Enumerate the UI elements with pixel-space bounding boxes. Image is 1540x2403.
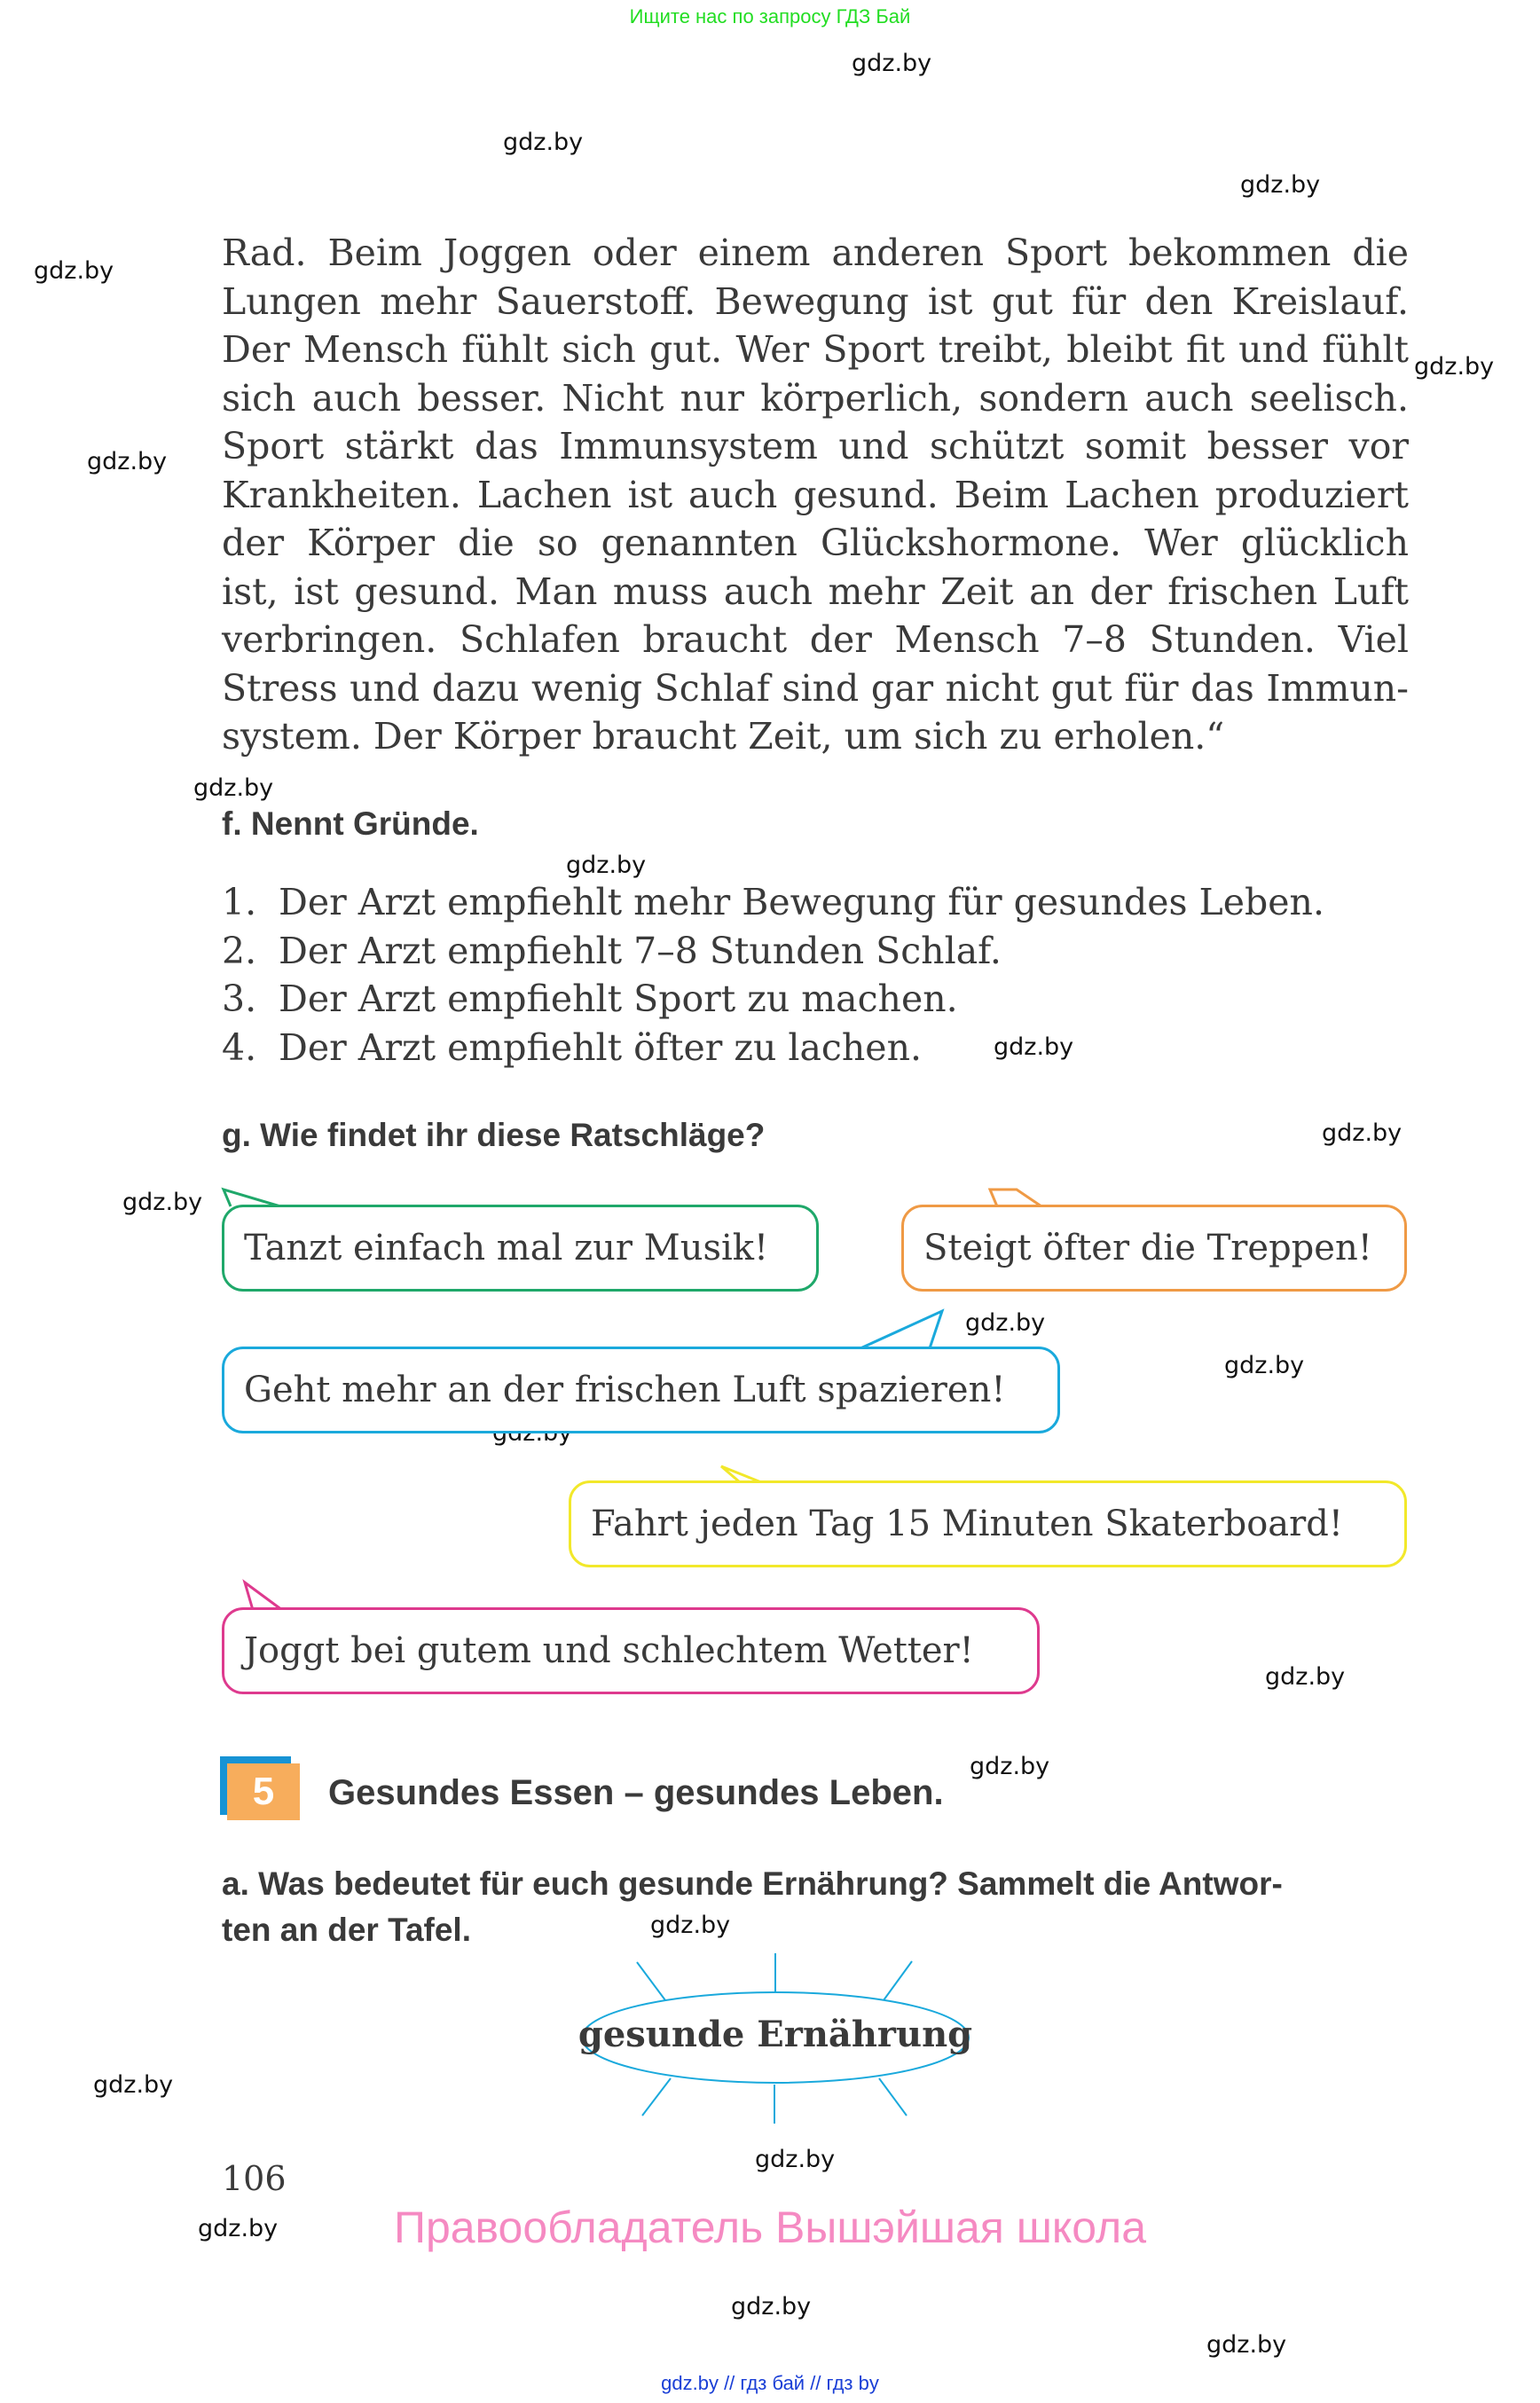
watermark: gdz.by <box>122 1189 203 1216</box>
text-line: Rad. Beim Joggen oder einem anderen Sport bekommen die <box>222 232 1409 274</box>
task-g-heading: g. Wie findet ihr diese Ratschläge? <box>222 1117 766 1153</box>
text-line: system. Der Körper braucht Zeit, um sich zu erholen.“ <box>222 715 1225 758</box>
watermark: gdz.by <box>566 852 647 879</box>
text-line: Stress und dazu wenig Schlaf sind gar nicht gut für das Immun- <box>222 666 1409 710</box>
text-line: der Körper die so genannten Glückshormone. Wer glücklich <box>222 522 1409 564</box>
section-title: Gesundes Essen – gesundes Leben. <box>328 1773 944 1812</box>
watermark: gdz.by <box>503 129 584 156</box>
page-number: 106 <box>222 2159 287 2198</box>
watermark: gdz.by <box>994 1033 1074 1061</box>
text-line: Der Mensch fühlt sich gut. Wer Sport treibt, bleibt fit und fühlt <box>222 328 1409 371</box>
advice-bubble-skateboard <box>569 1480 1407 1567</box>
item-text: Der Arzt empfiehlt Sport zu machen. <box>279 978 958 1020</box>
watermark: gdz.by <box>1322 1119 1402 1147</box>
advice-bubble-stairs <box>901 1205 1407 1292</box>
item-number: 3. <box>222 978 257 1020</box>
text-line: Lungen mehr Sauerstoff. Bewegung ist gut für den Kreislauf. <box>222 279 1409 323</box>
advice-bubble-dance <box>222 1205 819 1292</box>
item-text: Der Arzt empfiehlt 7–8 Stunden Schlaf. <box>279 929 1002 972</box>
text-line: sich auch besser. Nicht nur körperlich, sondern auch seelisch. <box>222 376 1409 420</box>
watermark: gdz.by <box>1240 171 1321 199</box>
bubble-text: Steigt öfter die Treppen! <box>923 1228 1372 1268</box>
advice-bubble-walk <box>222 1347 1060 1433</box>
text-line: verbringen. Schlafen braucht der Mensch 7–8 Stunden. Viel <box>222 618 1409 661</box>
watermark: gdz.by <box>852 50 932 77</box>
item-text: Der Arzt empfiehlt mehr Bewegung für gesundes Leben. <box>279 881 1324 923</box>
task-f-heading: f. Nennt Gründe. <box>222 805 479 842</box>
task-a-line: ten an der Tafel. <box>222 1912 471 1948</box>
bubble-text: Fahrt jeden Tag 15 Minuten Skaterboard! <box>591 1504 1343 1544</box>
footer-links[interactable]: gdz.by // гдз бай // гдз by <box>661 2372 879 2394</box>
watermark: gdz.by <box>1265 1663 1346 1691</box>
item-number: 1. <box>222 881 257 923</box>
watermark: gdz.by <box>198 2215 279 2242</box>
bubble-text: Joggt bei gutem und schlechtem Wetter! <box>244 1630 974 1671</box>
watermark: gdz.by <box>93 2071 174 2099</box>
watermark: gdz.by <box>1224 1352 1305 1379</box>
item-text: Der Arzt empfiehlt öfter zu lachen. <box>279 1025 923 1069</box>
watermark: gdz.by <box>87 448 168 475</box>
badge-number: 5 <box>227 1763 300 1820</box>
text-line: Sport stärkt das Immunsystem und schützt somit besser vor <box>222 425 1409 467</box>
watermark: gdz.by <box>965 1309 1046 1337</box>
mindmap-center-label: gesunde Ernährung <box>578 2014 973 2055</box>
top-banner: Ищите нас по запросу ГДЗ Бай <box>629 5 911 27</box>
watermark: gdz.by <box>731 2293 812 2321</box>
bubble-text: Tanzt einfach mal zur Musik! <box>244 1228 769 1268</box>
copyright-notice: Правообладатель Вышэйшая школа <box>394 2203 1146 2252</box>
item-number: 2. <box>222 929 257 972</box>
speech-tail-icon <box>860 1311 942 1348</box>
section-number-badge <box>220 1756 302 1838</box>
text-line: Krankheiten. Lachen ist auch gesund. Beim Lachen produziert <box>222 473 1409 516</box>
watermark: gdz.by <box>755 2146 836 2173</box>
watermark: gdz.by <box>193 774 274 802</box>
watermark: gdz.by <box>650 1912 731 1939</box>
watermark: gdz.by <box>970 1753 1050 1780</box>
task-a-line: a. Was bedeutet für euch gesunde Ernährung? Sammelt die Antwor- <box>222 1865 1283 1902</box>
watermark: gdz.by <box>34 257 114 285</box>
item-number: 4. <box>222 1025 257 1069</box>
watermark: gdz.by <box>1414 353 1495 381</box>
advice-bubble-jogging <box>222 1607 1040 1694</box>
text-line: ist, ist gesund. Man muss auch mehr Zeit an der frischen Luft <box>222 569 1409 613</box>
bubble-text: Geht mehr an der frischen Luft spazieren! <box>244 1370 1006 1410</box>
speech-tail-icon <box>245 1582 282 1610</box>
watermark: gdz.by <box>1206 2331 1287 2359</box>
